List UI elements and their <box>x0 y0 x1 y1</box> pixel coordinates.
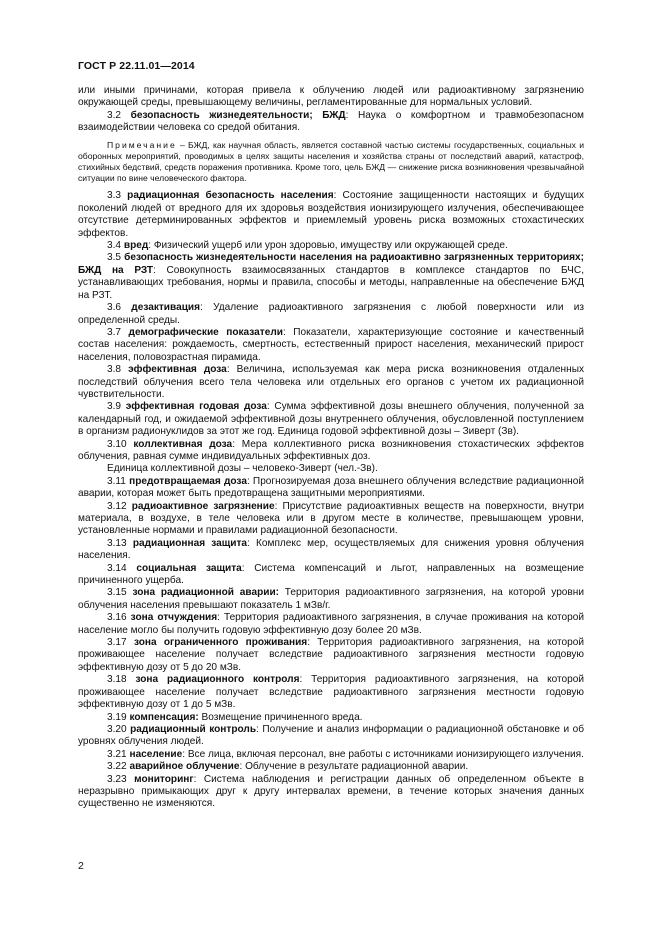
term: радиационная защита <box>132 537 248 549</box>
page-number: 2 <box>78 860 84 872</box>
clause-3-7: 3.7 демографические показатели: Показатели, характеризующие состояние и качественный состав населения: рождаемость, смертность, естественный прирост населения, механический прирост населения, половозрастная пирамида. <box>78 326 584 363</box>
term: мониторинг <box>134 773 194 785</box>
clause-3-13: 3.13 радиационная защита: Комплекс мер, осуществляемых для снижения уровня облучения населения. <box>78 537 584 562</box>
clause-3-8: 3.8 эффективная доза: Величина, используемая как мера риска возникновения отдаленных последствий облучения всего тела человека или отдельных его органов с учетом их радиационной чувствительности. <box>78 364 584 400</box>
term: радиационный контроль <box>130 723 257 735</box>
term: безопасность жизнедеятельности; БЖД <box>130 109 346 121</box>
clause-3-14: 3.14 социальная защита: Система компенсаций и льгот, направленных на возмещение причиненного ущерба. <box>78 562 585 587</box>
term: радиоактивное загрязнение <box>131 500 275 512</box>
clause-3-23: 3.23 мониторинг: Система наблюдения и регистрации данных об определенном объекте в неразрывно примыкающих друг к другу интервалах времени, в течение которых значения данных существенно не изменяются. <box>78 773 585 810</box>
paragraph-continuation: или иными причинами, которая привела к облучению людей или радиоактивному загрязнению окружающей среды, превышающему величины, регламентированные для нормальных условий. <box>78 85 584 109</box>
clause-3-9: 3.9 эффективная годовая доза: Сумма эффективной дозы внешнего облучения, полученной за календарный год, и ожидаемой эффективной дозы внутреннего облучения, обусловленной поступлением в организм радионуклидов за этот же год. Единица годовой эффективной дозы – Зиверт (Зв). <box>78 401 584 438</box>
term: коллективная доза <box>133 438 233 450</box>
clause-3-17: 3.17 зона ограниченного проживания: Территория радиоактивного загрязнения, на которой проживающее население получает вследствие радиоактивного загрязнения местности годовую эффективную дозу от 5 до 20 мЗв. <box>78 637 584 673</box>
clause-3-18: 3.18 зона радиационного контроля: Территория радиоактивного загрязнения, на которой проживающее население получает вследствие радиоактивного загрязнения местности годовую эффективную дозу от 1 до 5 мЗв. <box>78 674 584 711</box>
term: предотвращаемая доза <box>129 475 247 487</box>
clause-3-6: 3.6 дезактивация: Удаление радиоактивного загрязнения с любой поверхности или из определенной среды. <box>78 302 584 326</box>
clause-3-16: 3.16 зона отчуждения: Территория радиоактивного загрязнения, в случае проживания на которой население могло бы получить годовую эффективную дозу более 20 мЗв. <box>78 612 584 636</box>
term: зона отчуждения <box>130 612 218 624</box>
term: безопасность жизнедеятельности населения на радиоактивно загрязненных территориях; БЖД на РЗТ <box>78 252 585 276</box>
clause-3-21: 3.21 население: Все лица, включая персонал, вне работы с источниками ионизирующего излучения. <box>107 748 584 760</box>
clause-3-10: 3.10 коллективная доза: Мера коллективного риска возникновения стохастических эффектов облучения, равная сумме индивидуальных эффективных доз. <box>78 438 584 462</box>
note-label: Примечание <box>107 139 177 150</box>
note-text: – БЖД, как научная область, является составной частью системы государственных, социальных и оборонных мероприятий, проводимых в целях защиты населения и хозяйства страны от последствий аварий, катастроф, стихийных бедствий, средств поражения противника. Кроме того, цель БЖД — снижение риска возникновения чрезвычайной ситуации по вине человеческого фактора. <box>78 139 584 184</box>
term: демографические показатели <box>128 326 283 338</box>
term: эффективная доза <box>128 364 227 376</box>
clause-3-15: 3.15 зона радиационной аварии: Территория радиоактивного загрязнения, на которой уровни облучения населения превышают показатель 1 мЗв/г. <box>78 587 584 611</box>
clause-3-22: 3.22 аварийное облучение: Облучение в результате радиационной аварии. <box>107 761 469 773</box>
term: эффективная годовая доза <box>125 401 267 413</box>
term: зона радиационной аварии: <box>132 587 280 599</box>
clause-3-3: 3.3 радиационная безопасность населения: Состояние защищенности настоящих и будущих поколений людей от вредного для их здоровья воздействия ионизирующего излучения, обеспечивающее отсутствие детерминированных эффектов и приемлемый уровень риска возможных стохастических эффектов. <box>78 190 585 239</box>
term: население <box>129 748 183 760</box>
clause-3-5: 3.5 безопасность жизнедеятельности населения на радиоактивно загрязненных территориях; БЖД на РЗТ: Совокупность взаимосвязанных стандартов в комплексе стандартов по БЧС, устанавливающих требования, нормы и правила, способы и методы, направленные на обеспечение БЖД на РЗТ. <box>78 252 585 301</box>
clause-3-19: 3.19 компенсация: Возмещение причиненного вреда. <box>107 711 363 723</box>
clause-3-12: 3.12 радиоактивное загрязнение: Присутствие радиоактивных веществ на поверхности, внутри материала, в воздухе, в теле человека или в другом месте в количестве, превышающем уровни, установленные нормами и правилами радиационной безопасности. <box>78 500 584 537</box>
clause-3-2: 3.2 безопасность жизнедеятельности; БЖД: Наука о комфортном и травмобезопасном взаимодействии человека со средой обитания. <box>78 109 584 134</box>
clause-3-11: 3.11 предотвращаемая доза: Прогнозируемая доза внешнего облучения вследствие радиационной аварии, которая может быть предотвращена защитными мероприятиями. <box>78 475 584 500</box>
term: компенсация: <box>129 711 199 723</box>
term: аварийное облучение <box>129 761 240 773</box>
term: социальная защита <box>136 562 242 574</box>
term: вред <box>123 240 149 252</box>
clause-3-4: 3.4 вред: Физический ущерб или урон здоровью, имуществу или окружающей среде. <box>107 240 508 252</box>
term: зона ограниченного проживания <box>133 637 308 649</box>
note <box>78 140 584 185</box>
term: радиационная безопасность населения <box>127 190 334 202</box>
clause-3-20: 3.20 радиационный контроль: Получение и анализ информации о радиационной обстановке и об уровнях облучения людей. <box>78 723 584 748</box>
clause-3-10-unit: Единица коллективной дозы – человеко-Зиверт (чел.-Зв). <box>107 463 378 475</box>
document-header: ГОСТ Р 22.11.01—2014 <box>78 60 195 72</box>
document-body <box>78 85 584 811</box>
term: зона радиационного контроля <box>135 674 300 686</box>
term: дезактивация <box>131 302 201 314</box>
